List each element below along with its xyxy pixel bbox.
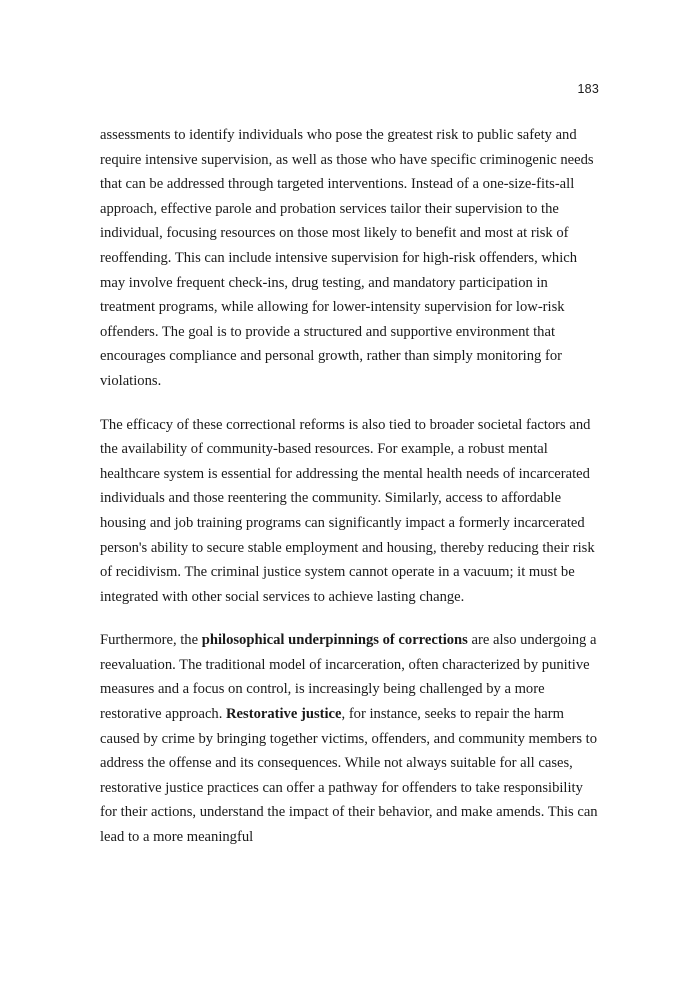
paragraph xyxy=(100,628,598,849)
emphasis-text: philosophical underpinnings of corrections xyxy=(201,632,468,649)
paragraph xyxy=(100,123,598,394)
paragraph xyxy=(100,413,598,610)
page-body-text xyxy=(100,123,598,850)
body-text: assessments to identify individuals who pose the greatest risk to public safety and require intensive supervision, as well as those who have specific criminogenic needs that can be addressed through targeted interventions. Instead of a one-size-fits-all approach, effective parole and probation services tailor their supervision to the individual, focusing resources on those most likely to benefit and most at risk of reoffending. This can include intensive supervision for high-risk offenders, which may involve frequent check-ins, drug testing, and mandatory participation in treatment programs, while allowing for lower-intensity supervision for low-risk offenders. The goal is to provide a structured and supportive environment that encourages compliance and personal growth, rather than simply monitoring for violations. xyxy=(100,127,594,389)
body-text: , for instance, seeks to repair the harm caused by crime by bringing together victims, offenders, and community members to address the offense and its consequences. While not always suitable for all cases, restorative justice practices can offer a pathway for offenders to take responsibility for their actions, understand the impact of their behavior, and make amends. This can lead to a more meaningful xyxy=(100,706,598,846)
body-text: The efficacy of these correctional reforms is also tied to broader societal factors and the availability of community-based resources. For example, a robust mental healthcare system is essential for addressing the mental health needs of incarcerated individuals and those reentering the community. Similarly, access to affordable housing and job training programs can significantly impact a formerly incarcerated person's ability to secure stable employment and housing, thereby reducing their risk of recidivism. The criminal justice system cannot operate in a vacuum; it must be integrated with other social services to achieve lasting change. xyxy=(100,416,595,605)
page-number: 183 xyxy=(577,82,599,96)
emphasis-text: Restorative justice xyxy=(226,706,342,723)
body-text: Furthermore, the xyxy=(100,632,202,649)
body-text: are also undergoing a reevaluation. The traditional model of incarceration, often characterized by punitive measures and a focus on control, is increasingly being challenged by a more restorative approach. xyxy=(100,632,597,723)
